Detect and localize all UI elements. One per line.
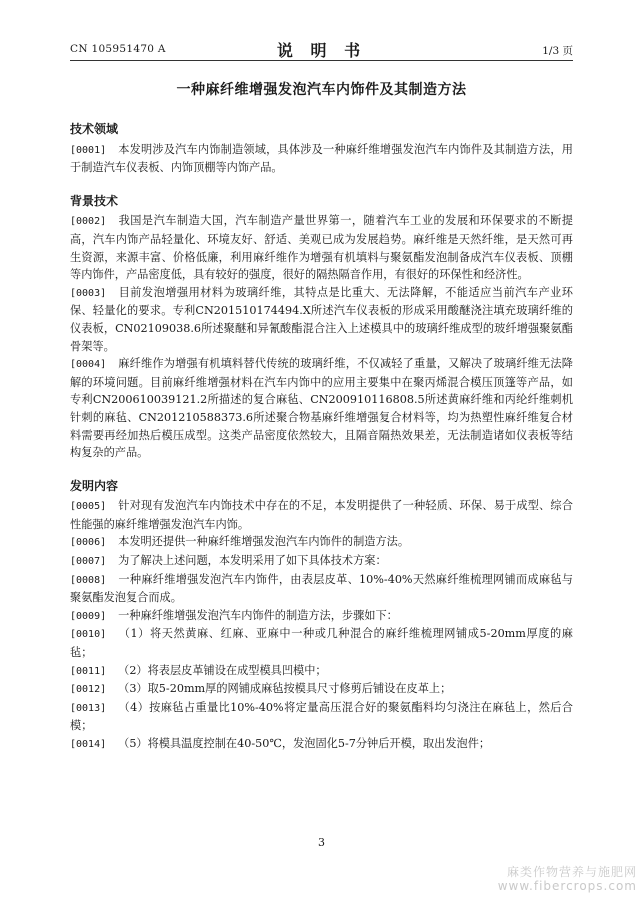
paragraph-text: 一种麻纤维增强发泡汽车内饰件的制造方法，步骤如下：: [118, 608, 398, 622]
paragraph: [70, 662, 573, 681]
paragraph-text: （1）将天然黄麻、红麻、亚麻中一种或几种混合的麻纤维梳理网铺成5-20mm厚度的麻毡；: [70, 627, 573, 660]
paragraph-number: [0008]: [70, 574, 107, 586]
paragraph-number: [0010]: [70, 629, 107, 641]
paragraph-number: [0005]: [70, 501, 107, 513]
paragraph-text: 针对现有发泡汽车内饰技术中存在的不足，本发明提供了一种轻质、环保、易于成型、综合性能强的麻纤维增强发泡汽车内饰。: [70, 499, 573, 531]
document-title: 一种麻纤维增强发泡汽车内饰件及其制造方法: [176, 82, 467, 98]
paragraph-text: 本发明涉及汽车内饰制造领域，具体涉及一种麻纤维增强发泡汽车内饰件及其制造方法，用于制造汽车仪表板、内饰顶棚等内饰产品。: [70, 142, 573, 175]
page-header: [0, 0, 643, 64]
section-heading: 发明内容: [70, 478, 119, 493]
document-type: 说 明 书: [276, 41, 367, 60]
paragraph-number: [0001]: [70, 144, 107, 156]
paragraph-number: [0014]: [70, 739, 107, 750]
paragraph-number: [0009]: [70, 610, 107, 622]
paragraph-number: [0002]: [70, 216, 107, 228]
paragraph-text: （3）取5-20mm厚的网铺成麻毡按模具尺寸修剪后铺设在皮革上；: [118, 682, 452, 696]
paragraph-text: （4）按麻毡占重量比10%-40%将定量高压混合好的聚氨酯料均匀浇注在麻毡上，然后合模；: [70, 700, 573, 733]
paragraph-number: [0003]: [70, 287, 107, 299]
paragraph-number: [0004]: [70, 359, 107, 371]
paragraph-text: 我国是汽车制造大国，汽车制造产量世界第一，随着汽车工业的发展和环保要求的不断提高，汽车内饰产品轻量化、环境友好、舒适、美观已成为发展趋势。麻纤维是天然纤维，是天然可再生资源，来源丰富、价格低廉，利用麻纤维作为增强有机填料与聚氨酯发泡制备成汽车仪表板、顶棚等内饰件，产品密度低，具有较好的强度，很好的隔热隔音作用，有很好的环保性和经济性。: [70, 214, 573, 282]
watermark-text: 麻类作物营养与施肥网: [506, 865, 637, 879]
paragraph: [70, 284, 573, 355]
paragraph-number: [0011]: [70, 665, 107, 677]
paragraph: [70, 355, 573, 462]
paragraph-number: [0012]: [70, 684, 107, 696]
paragraph: [70, 625, 573, 661]
paragraph: [70, 680, 573, 699]
paragraph-text: 麻纤维作为增强有机填料替代传统的玻璃纤维，不仅减轻了重量，又解决了玻璃纤维无法降解的环境问题。目前麻纤维增强材料在汽车内饰中的应用主要集中在聚丙烯混合模压顶篷等产品，如专利CN200610039121.2所描述的复合麻毡、CN200910116808.5所述黄麻纤维和丙纶纤维刺机针刺的麻毡、CN201210588373.6所述聚合物基麻纤维增强复合材料等，均为热塑性麻纤维复合材料需要再经加热后模压成型。这类产品密度依然较大，且隔音隔热效果差，无法制造诸如仪表板等结构复杂的产品。: [70, 357, 573, 460]
page-indicator: 1/3 页: [542, 45, 573, 57]
section-heading: 背景技术: [70, 193, 119, 208]
paragraph: [70, 607, 573, 626]
paragraph: [70, 497, 573, 533]
paragraph: [70, 571, 573, 607]
section-heading: 技术领域: [70, 122, 119, 136]
paragraph-number: [0013]: [70, 702, 107, 714]
patent-number: CN 105951470 A: [70, 43, 166, 55]
paragraph-number: [0006]: [70, 537, 107, 549]
paragraph-text: 一种麻纤维增强发泡汽车内饰件，由表层皮革、10%-40%天然麻纤维梳理网铺而成麻毡与聚氨酯发泡复合而成。: [70, 572, 573, 605]
paragraph: [70, 533, 573, 552]
paragraph: [70, 212, 573, 283]
header-divider: [70, 60, 573, 61]
paragraph-text: 为了解决上述问题，本发明采用了如下具体技术方案：: [118, 554, 387, 568]
paragraph: [70, 699, 573, 735]
watermark-url: www.fibercrops.com: [497, 879, 637, 893]
document-body: [70, 117, 573, 754]
paragraph: [70, 735, 573, 754]
paragraph-text: 本发明还提供一种麻纤维增强发泡汽车内饰件的制造方法。: [118, 535, 410, 549]
paragraph-text: （5）将模具温度控制在40-50℃，发泡固化5-7分钟后开模，取出发泡件；: [118, 737, 491, 750]
paragraph-text: （2）将表层皮革铺设在成型模具凹模中；: [118, 663, 327, 677]
paragraph: [70, 552, 573, 571]
paragraph-text: 目前发泡增强用材料为玻璃纤维，其特点是比重大、无法降解，不能适应当前汽车产业环保、轻量化的要求。专利CN201510174494.X所述汽车仪表板的形成采用酸醚浇注填充玻璃纤维的仪表板，CN02109038.6所述聚醚和异氰酸酯混合注入上述模具中的玻璃纤维成型的玻纤增强聚氨酯骨架等。: [70, 285, 573, 353]
page-number: 3: [318, 836, 325, 849]
paragraph: [70, 141, 573, 177]
paragraph-number: [0007]: [70, 556, 107, 568]
